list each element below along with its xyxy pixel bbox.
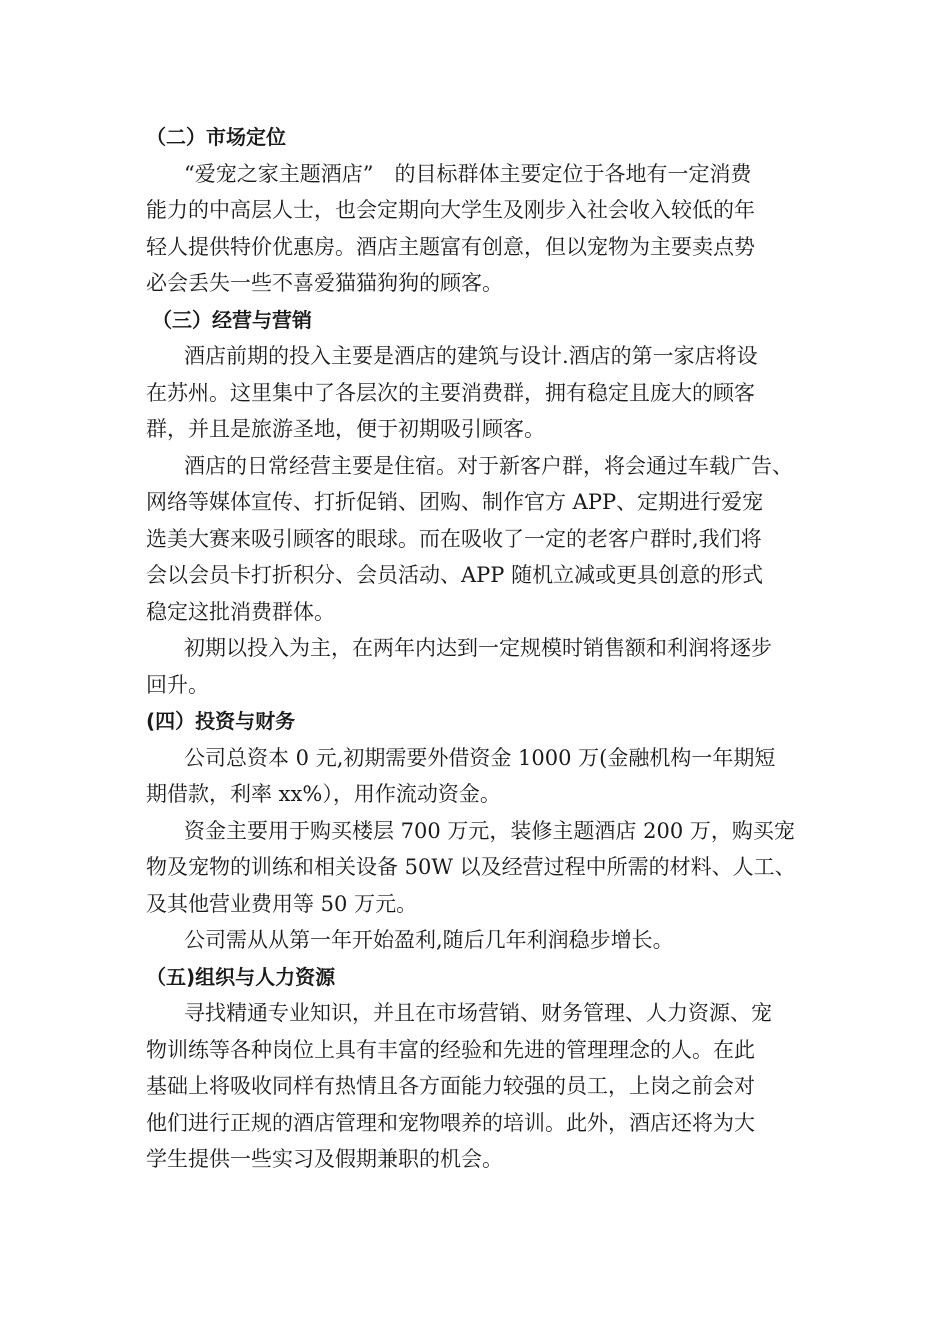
paragraph-line: 基础上将吸收同样有热情且各方面能力较强的员工，上岗之前会对	[146, 1074, 755, 1098]
paragraph-line: 群，并且是旅游圣地，便于初期吸引顾客。	[146, 417, 545, 441]
paragraph-line: 他们进行正规的酒店管理和宠物喂养的培训。此外，酒店还将为大	[146, 1110, 755, 1135]
paragraph	[146, 922, 811, 959]
paragraph	[146, 995, 811, 1178]
paragraph-line: 在苏州。这里集中了各层次的主要消费群，拥有稳定且庞大的顾客	[146, 380, 755, 405]
paragraph-line: 初期以投入为主，在两年内达到一定规模时销售额和利润将逐步	[184, 636, 772, 660]
section-heading: （二）市场定位	[146, 125, 286, 149]
paragraph-line: 学生提供一些实习及假期兼职的机会。	[146, 1147, 503, 1171]
paragraph-line: 物及宠物的训练和相关设备 50W 以及经营过程中所需的材料、人工、	[146, 855, 796, 879]
paragraph-line: 能力的中高层人士，也会定期向大学生及刚步入社会收入较低的年	[146, 198, 755, 222]
paragraph-line: 期借款，利率 xx%），用作流动资金。	[146, 782, 501, 806]
paragraph-line: 酒店的日常经营主要是住宿。对于新客户群，将会通过车载广告、	[184, 453, 793, 478]
paragraph-line: 会以会员卡打折积分、会员活动、APP 随机立减或更具创意的形式	[146, 563, 764, 587]
paragraph-line: 酒店前期的投入主要是酒店的建筑与设计.酒店的第一家店将设	[184, 344, 758, 368]
paragraph-line: 物训练等各种岗位上具有丰富的经验和先进的管理理念的人。在此	[146, 1037, 755, 1062]
paragraph	[146, 338, 811, 448]
paragraph-line: 选美大赛来吸引顾客的眼球。而在吸收了一定的老客户群时,我们将	[146, 526, 762, 551]
paragraph-line: 资金主要用于购买楼层 700 万元，装修主题酒店 200 万，购买宠	[184, 818, 795, 843]
paragraph-line: 轻人提供特价优惠房。酒店主题富有创意，但以宠物为主要卖点势	[146, 234, 755, 259]
paragraph-line: 公司需从从第一年开始盈利,随后几年利润稳步增长。	[184, 928, 674, 952]
paragraph-line: 及其他营业费用等 50 万元。	[146, 891, 418, 916]
section-heading: （五)组织与人力资源	[146, 964, 336, 989]
paragraph-line: 网络等媒体宣传、打折促销、团购、制作官方 APP、定期进行爱宠	[146, 490, 764, 514]
paragraph-line: 回升。	[146, 672, 209, 697]
paragraph-line: “爱宠之家主题酒店” 的目标群体主要定位于各地有一定消费	[184, 161, 752, 186]
paragraph	[146, 448, 811, 631]
paragraph-line: 寻找精通专业知识，并且在市场营销、财务管理、人力资源、宠	[184, 1001, 772, 1025]
document-body	[146, 119, 811, 1178]
section-heading: (四）投资与财务	[146, 709, 296, 733]
paragraph-line: 公司总资本 0 元,初期需要外借资金 1000 万(金融机构一年期短	[184, 745, 776, 770]
paragraph-line: 必会丢失一些不喜爱猫猫狗狗的顾客。	[146, 271, 503, 295]
paragraph-line: 稳定这批消费群体。	[146, 599, 335, 624]
paragraph	[146, 156, 811, 302]
paragraph	[146, 740, 811, 813]
paragraph	[146, 630, 811, 703]
paragraph	[146, 813, 811, 923]
section-heading: （三）经营与营销	[152, 307, 312, 332]
